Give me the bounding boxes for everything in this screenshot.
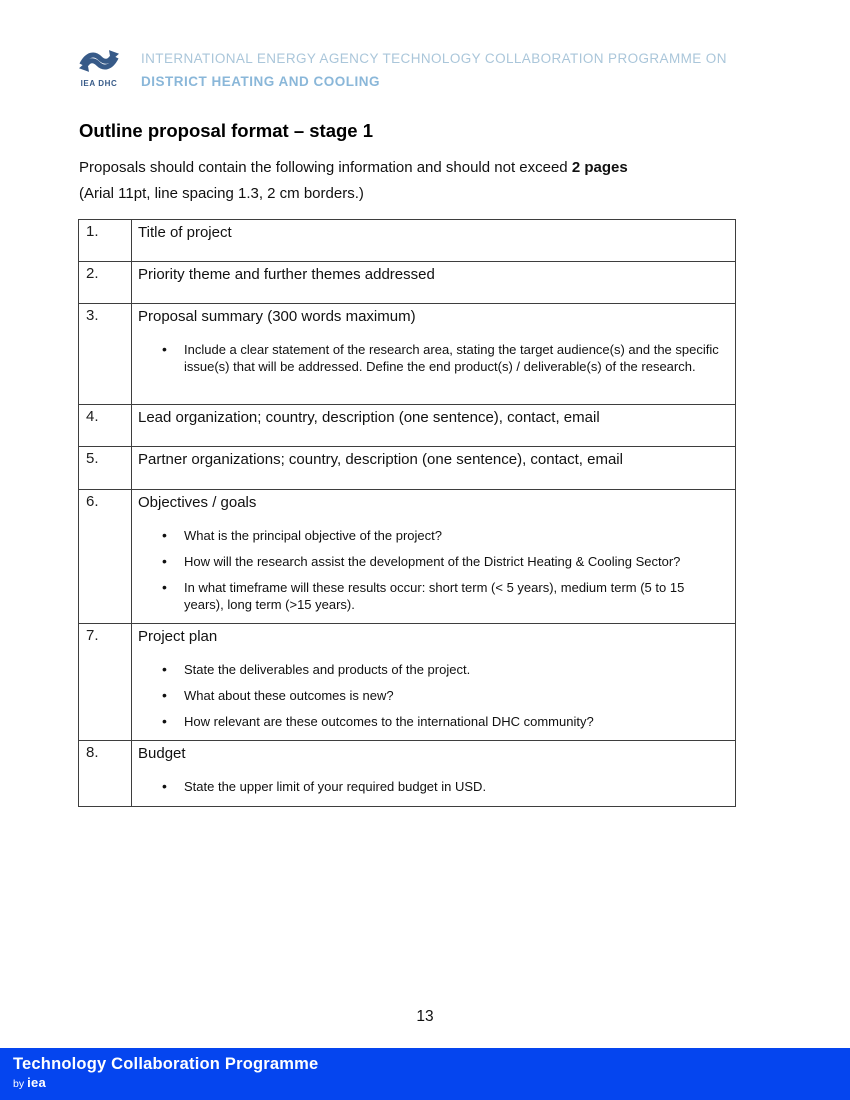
table-row [79,220,736,262]
row-content [132,304,736,405]
bullet-list [138,528,727,613]
table-row [79,741,736,807]
row-title: Lead organization; country, description (one sentence), contact, email [138,409,600,426]
bullet-list [138,662,727,731]
row-content [132,741,736,807]
logo-wordmark: IEA DHC [80,79,118,88]
row-content [132,262,736,304]
bullet-item: • What about these outcomes is new? [184,688,727,705]
row-title: Title of project [138,224,232,241]
header-dhc-line: DISTRICT HEATING AND COOLING [141,74,380,89]
waves-logo-icon [78,47,120,75]
row-number: 2. [79,262,132,304]
row-content [132,490,736,624]
table-row [79,447,736,490]
footer-title: Technology Collaboration Programme [13,1055,319,1073]
row-title: Project plan [138,628,218,645]
header-text [141,47,727,89]
bullet-item: • In what timeframe will these results occur: short term (< 5 years), medium term (5 to 15 years), long term (>15 years). [184,580,727,613]
row-title: Objectives / goals [138,494,257,511]
row-content [132,447,736,490]
table-row [79,490,736,624]
bullet-item: • What is the principal objective of the project? [184,528,727,545]
row-number: 4. [79,405,132,447]
row-number: 3. [79,304,132,405]
table-row [79,262,736,304]
bullet-item: • How relevant are these outcomes to the international DHC community? [184,714,727,731]
bullet-item: • How will the research assist the development of the District Heating & Cooling Sector? [184,554,727,571]
row-content [132,220,736,262]
page-title: Outline proposal format – stage 1 [79,120,374,141]
page-header [78,0,850,89]
row-title: Priority theme and further themes addressed [138,266,435,283]
footer-by-label: by [13,1078,25,1090]
row-number: 1. [79,220,132,262]
bullet-list [138,779,727,796]
row-title: Budget [138,745,186,762]
table-row [79,624,736,741]
row-number: 8. [79,741,132,807]
page-number: 13 [416,1008,434,1025]
intro-bold-text: 2 pages [571,159,628,176]
intro-text: Proposals should contain the following information and should not exceed [79,159,572,176]
iea-dhc-logo [78,47,120,88]
document-body [78,120,736,807]
row-title: Proposal summary (300 words maximum) [138,308,416,325]
footer-byline [13,1075,850,1090]
row-number: 7. [79,624,132,741]
bullet-list [138,342,727,375]
row-title: Partner organizations; country, description (one sentence), contact, email [138,451,623,468]
footer-bar [0,1048,850,1100]
iea-brand-wordmark: iea [27,1075,47,1090]
row-content [132,624,736,741]
bullet-item: • Include a clear statement of the research area, stating the target audience(s) and the specific issue(s) that will be addressed. Define the end product(s) / deliverable(s) of the research. [184,342,727,375]
intro-paragraph [79,155,736,207]
header-programme-line: INTERNATIONAL ENERGY AGENCY TECHNOLOGY COLLABORATION PROGRAMME ON [141,51,727,66]
intro-line2: (Arial 11pt, line spacing 1.3, 2 cm borders.) [79,185,364,202]
row-content [132,405,736,447]
bullet-item: • State the upper limit of your required budget in USD. [184,779,727,796]
bullet-item: • State the deliverables and products of the project. [184,662,727,679]
row-number: 6. [79,490,132,624]
table-row [79,405,736,447]
proposal-format-table [78,219,736,807]
row-number: 5. [79,447,132,490]
table-row [79,304,736,405]
